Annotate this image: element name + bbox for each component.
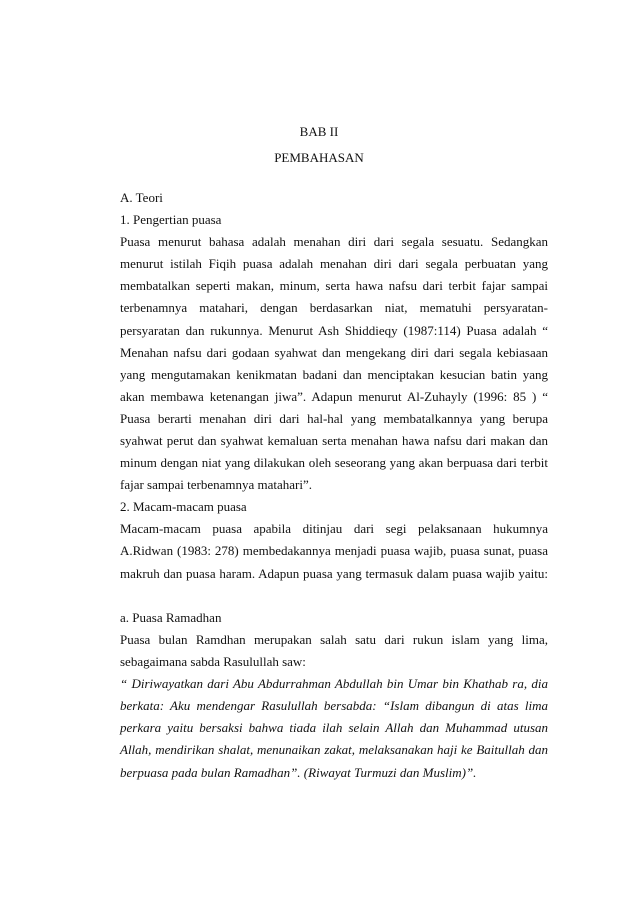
chapter-number: BAB II — [299, 124, 339, 139]
subsection-heading-macam: 2. Macam-macam puasa — [120, 499, 247, 514]
quote-line: “ Diriwayatkan dari Abu Abdurrahman Abdullah bin Umar bin Khathab ra, dia — [120, 676, 548, 691]
quote-line: perkara yaitu bersaksi bahwa tiada ilah selain Allah dan Muhammad utusan — [120, 720, 548, 735]
paragraph-line: Menahan nafsu dari godaan syahwat dan mengekang diri dari segala kebiasaan — [120, 345, 548, 360]
quote-line: berkata: Aku mendengar Rasulullah bersabda: “Islam dibangun di atas lima — [120, 698, 548, 713]
paragraph-line: Puasa menurut bahasa adalah menahan diri dari segala sesuatu. Sedangkan — [120, 234, 548, 249]
subsection-heading-pengertian: 1. Pengertian puasa — [120, 212, 222, 227]
paragraph-line: fajar sampai terbenamnya matahari”. — [120, 477, 313, 492]
section-heading-teori: A. Teori — [120, 190, 163, 205]
paragraph-line: A.Ridwan (1983: 278) membedakannya menjadi puasa wajib, puasa sunat, puasa — [120, 543, 548, 558]
paragraph-line: Puasa berarti menahan diri dari hal-hal yang membatalkannya yang berupa — [120, 411, 548, 426]
paragraph-line: membatalkan seperti makan, minum, serta hawa nafsu dari terbit fajar sampai — [120, 278, 548, 293]
paragraph-line: terbenamnya matahari, dengan berdasarkan niat, mematuhi persyaratan- — [120, 300, 548, 315]
paragraph-line: menurut istilah Fiqih puasa adalah menahan diri dari segala perbuatan yang — [120, 256, 548, 271]
paragraph-line: persyaratan dan rukunnya. Menurut Ash Shiddieqy (1987:114) Puasa adalah “ — [120, 323, 548, 338]
paragraph-line: makruh dan puasa haram. Adapun puasa yang termasuk dalam puasa wajib yaitu: — [120, 566, 548, 581]
paragraph-line: Macam-macam puasa apabila ditinjau dari segi pelaksanaan hukumnya — [120, 521, 548, 536]
paragraph-line: akan membawa ketenangan jiwa”. Adapun menurut Al-Zuhayly (1996: 85 ) “ — [120, 389, 548, 404]
quote-line: berpuasa pada bulan Ramadhan”. (Riwayat Turmuzi dan Muslim)”. — [120, 765, 477, 780]
paragraph-line: sebagaimana sabda Rasulullah saw: — [120, 654, 306, 669]
paragraph-line: syahwat perut dan syahwat kemaluan serta menahan hawa nafsu dari makan dan — [120, 433, 548, 448]
quote-line: Allah, mendirikan shalat, menunaikan zakat, melaksanakan haji ke Baitullah dan — [120, 742, 548, 757]
paragraph-line: Puasa bulan Ramdhan merupakan salah satu dari rukun islam yang lima, — [120, 632, 548, 647]
chapter-title: PEMBAHASAN — [274, 150, 364, 165]
item-heading-ramadhan: a. Puasa Ramadhan — [120, 610, 222, 625]
paragraph-line: minum dengan niat yang dilakukan oleh seseorang yang akan berpuasa dari terbit — [120, 455, 548, 470]
paragraph-line: yang mengutamakan kenikmatan badani dan menciptakan kesucian batin yang — [120, 367, 548, 382]
